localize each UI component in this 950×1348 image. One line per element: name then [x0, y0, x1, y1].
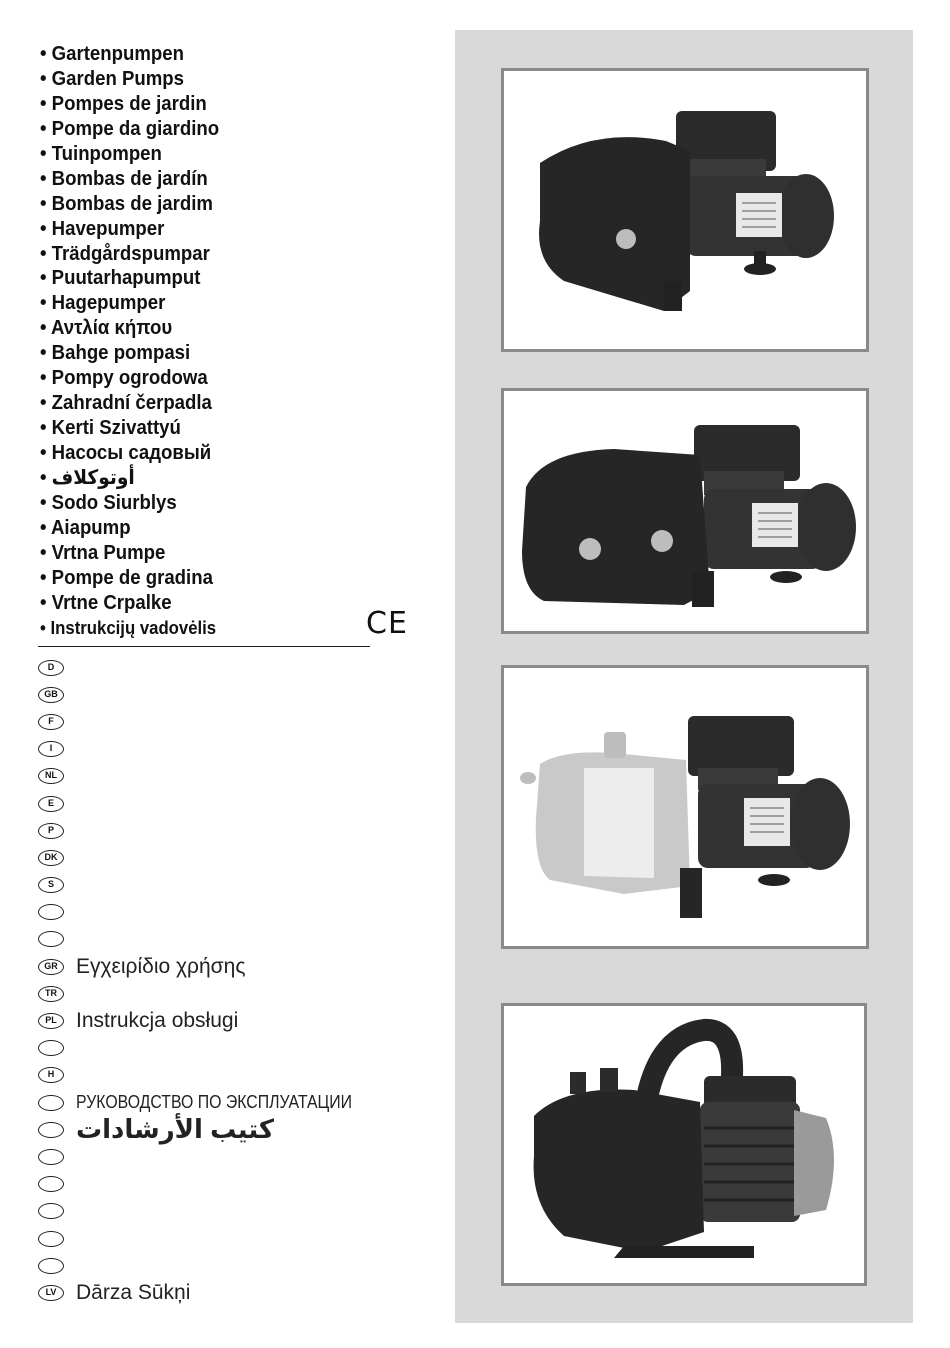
pump-illustration — [504, 1006, 864, 1283]
language-row — [38, 1171, 390, 1198]
title-item: • Hagepumper — [40, 291, 219, 316]
language-row — [38, 1007, 390, 1034]
title-item: • Vrtne Crpalke — [40, 591, 219, 616]
language-badge — [38, 1095, 64, 1111]
language-text: Instrukcja obsługi — [76, 1009, 239, 1033]
pump-photo-cast-iron-single — [501, 68, 869, 352]
title-item: • Gartenpumpen — [40, 42, 219, 67]
pump-photo-stainless — [501, 665, 869, 949]
title-item: • Tuinpompen — [40, 142, 219, 167]
language-row — [38, 872, 390, 899]
language-badge: DK — [38, 850, 64, 866]
pump-photo-cast-iron-large — [501, 388, 869, 634]
product-title-list — [40, 42, 233, 641]
pump-photo-plastic-handle — [501, 1003, 867, 1286]
language-badge — [38, 931, 64, 947]
title-item: • Pompe de gradina — [40, 566, 219, 591]
title-item: • Bahge pompasi — [40, 341, 219, 366]
language-row — [38, 1143, 390, 1170]
language-row — [38, 844, 390, 871]
title-item: • Pompy ogrodowa — [40, 366, 219, 391]
language-badge — [38, 1149, 64, 1165]
title-item: • Vrtna Pumpe — [40, 541, 219, 566]
language-row — [38, 1089, 390, 1116]
language-badge — [38, 1203, 64, 1219]
language-badge: S — [38, 877, 64, 893]
language-badge: E — [38, 796, 64, 812]
language-badge: F — [38, 714, 64, 730]
title-item: • Puutarhapumput — [40, 266, 219, 291]
language-badge: LV — [38, 1285, 64, 1301]
language-row — [38, 1198, 390, 1225]
title-item: • Kerti Szivattyú — [40, 416, 219, 441]
language-text: كتيب الأرشادات — [76, 1114, 275, 1145]
language-badge — [38, 904, 64, 920]
title-item: • Garden Pumps — [40, 67, 219, 92]
title-item: • Αντλία κήπου — [40, 316, 219, 341]
language-badge: GB — [38, 687, 64, 703]
language-badge: NL — [38, 768, 64, 784]
language-badge — [38, 1231, 64, 1247]
language-row — [38, 1062, 390, 1089]
title-item: • أوتوكلاف — [40, 466, 219, 491]
divider — [38, 646, 370, 647]
language-badge: TR — [38, 986, 64, 1002]
language-row — [38, 790, 390, 817]
title-item: • Instrukcijų vadovėlis — [40, 616, 219, 641]
language-badge: GR — [38, 959, 64, 975]
language-badge — [38, 1122, 64, 1138]
language-badge — [38, 1176, 64, 1192]
language-row — [38, 1279, 390, 1306]
language-text: РУКОВОДСТВО ПО ЭКСПЛУАТАЦИИ — [76, 1092, 353, 1113]
language-row — [38, 980, 390, 1007]
ce-mark: CE — [366, 606, 408, 641]
pump-illustration — [504, 391, 866, 631]
language-list — [38, 654, 390, 1307]
language-row — [38, 1116, 390, 1143]
language-row — [38, 736, 390, 763]
language-badge: D — [38, 660, 64, 676]
language-row — [38, 899, 390, 926]
pump-illustration — [504, 71, 866, 349]
language-row — [38, 763, 390, 790]
title-item: • Bombas de jardim — [40, 192, 219, 217]
title-item: • Насосы садовый — [40, 441, 219, 466]
language-row — [38, 708, 390, 735]
title-item: • Pompes de jardin — [40, 92, 219, 117]
language-badge: H — [38, 1067, 64, 1083]
language-badge: P — [38, 823, 64, 839]
title-item: • Aiapump — [40, 516, 219, 541]
title-item: • Zahradní čerpadla — [40, 391, 219, 416]
language-row — [38, 817, 390, 844]
language-row — [38, 953, 390, 980]
language-text: Dārza Sūkņi — [76, 1280, 191, 1304]
language-badge: PL — [38, 1013, 64, 1029]
language-row — [38, 681, 390, 708]
title-item: • Sodo Siurblys — [40, 491, 219, 516]
title-item: • Bombas de jardín — [40, 167, 219, 192]
title-item: • Havepumper — [40, 217, 219, 242]
language-badge — [38, 1040, 64, 1056]
title-item: • Trädgårdspumpar — [40, 242, 219, 267]
language-badge — [38, 1258, 64, 1274]
language-row — [38, 1225, 390, 1252]
language-row — [38, 654, 390, 681]
language-row — [38, 1252, 390, 1279]
language-text: Εγχειρίδιο χρήσης — [76, 954, 246, 978]
language-badge: I — [38, 741, 64, 757]
language-row — [38, 926, 390, 953]
title-item: • Pompe da giardino — [40, 117, 219, 142]
language-row — [38, 1035, 390, 1062]
pump-illustration — [504, 668, 866, 946]
